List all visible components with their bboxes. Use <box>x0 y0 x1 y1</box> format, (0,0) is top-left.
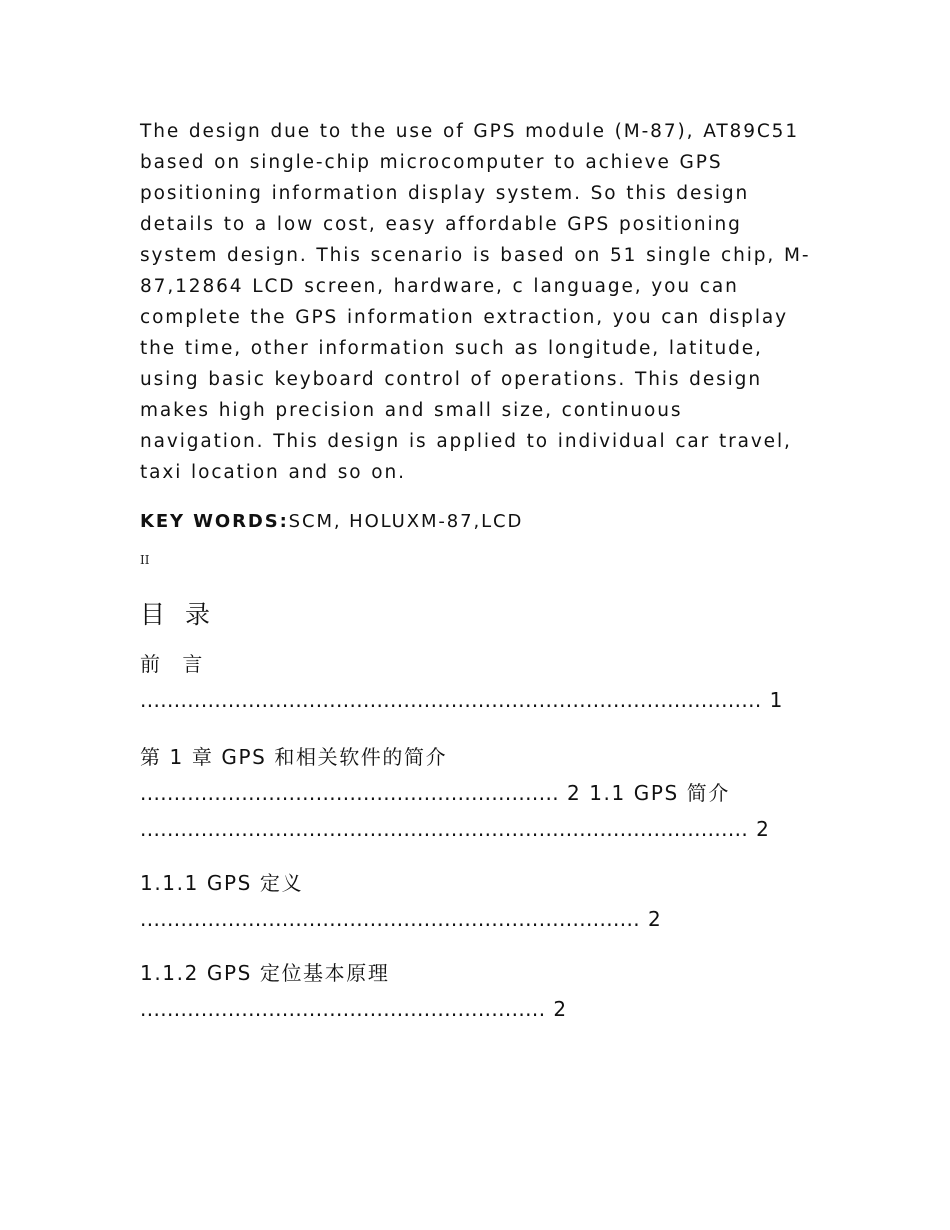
toc-entry-preface[interactable] <box>140 646 812 718</box>
toc-page-number: 2 <box>756 817 771 841</box>
toc-leader-dots: .......................................................................... <box>140 907 641 931</box>
toc-entry-1-1-2[interactable] <box>140 955 812 1027</box>
abstract-paragraph: The design due to the use of GPS module (M-87), AT89C51 based on single-chip microcomputer to achieve GPS positioning information display system. So this design details to a low cost, easy affordable GPS positioning system design. This scenario is based on 51 single chip, M-87,12864 LCD screen, hardware, c language, you can complete the GPS information extraction, you can display the time, other information such as longitude, latitude, using basic keyboard control of operations. This design makes high precision and small size, continuous navigation. This design is applied to individual car travel, taxi location and so on. <box>140 121 811 483</box>
toc-entry-heading: 1.1.1 GPS 定义 <box>140 871 304 895</box>
toc-leader-dots: ............................................................ <box>140 997 546 1021</box>
keywords-label: KEY WORDS: <box>140 511 289 532</box>
document-page <box>140 116 812 1045</box>
toc-entry-1-1-1[interactable] <box>140 865 812 937</box>
page-number: II <box>140 553 150 567</box>
toc-page-number: 1 <box>769 688 784 712</box>
toc-entry-heading: 前 言 <box>140 652 211 676</box>
toc-page-number: 2 <box>648 907 663 931</box>
toc-sub-heading[interactable]: 1.1 GPS 简介 <box>589 781 731 805</box>
toc-entry-heading: 1.1.2 GPS 定位基本原理 <box>140 961 390 985</box>
toc-leader-dots: .............................................................. <box>140 781 559 805</box>
toc-entry-heading: 第 1 章 GPS 和相关软件的简介 <box>140 745 448 769</box>
toc-leader-dots: .......................................................................................... <box>140 817 749 841</box>
keywords-value: SCM, HOLUXM-87,LCD <box>288 511 524 532</box>
toc-title: 目 录 <box>140 600 216 629</box>
keywords-line <box>140 508 812 536</box>
toc-leader-dots: ............................................................................................ <box>140 688 762 712</box>
toc-page-number: 2 <box>553 997 568 1021</box>
toc-page-number: 2 <box>566 781 582 805</box>
table-of-contents <box>140 646 812 1027</box>
toc-entry-chapter-1[interactable] <box>140 739 812 847</box>
